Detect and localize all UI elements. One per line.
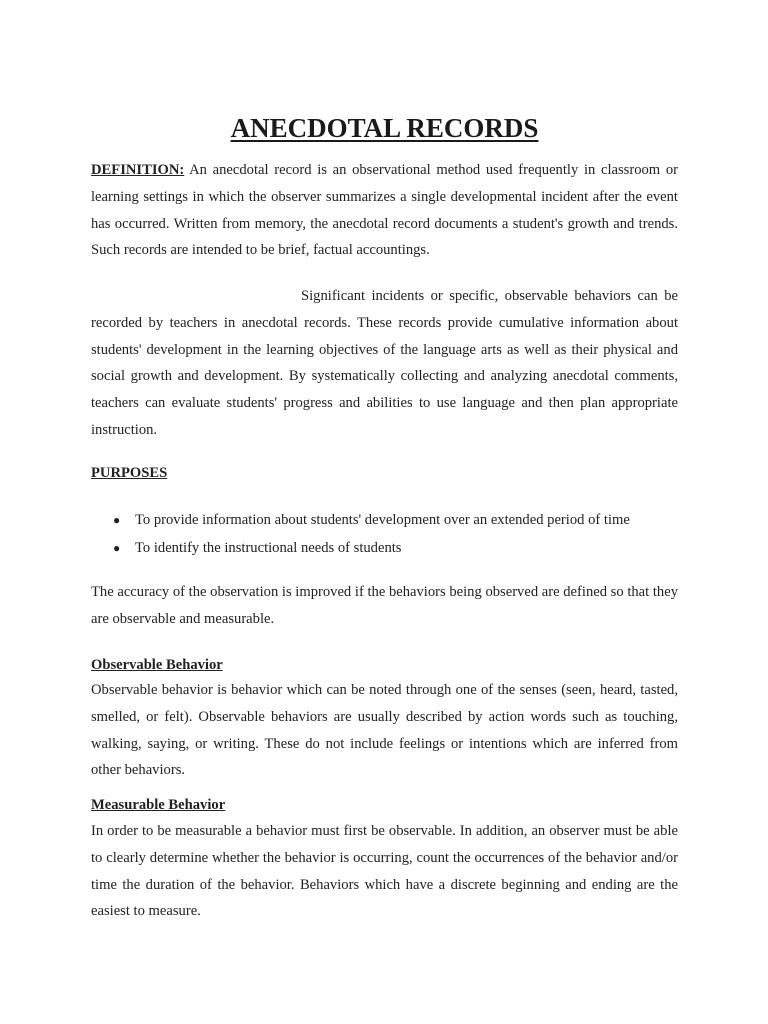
measurable-paragraph: In order to be measurable a behavior must first be observable. In addition, an observer must be able to clearly determine whether the behavior is occurring, count the occurrences of the behavior and/or time the duration of the behavior. Behaviors which have a discrete beginning and ending are the easiest to measure. xyxy=(91,823,678,920)
list-item xyxy=(91,507,678,535)
purposes-list xyxy=(91,507,678,562)
page-title: ANECDOTAL RECORDS xyxy=(230,113,539,144)
measurable-heading: Measurable Behavior xyxy=(91,797,226,813)
observable-heading: Observable Behavior xyxy=(91,657,223,673)
significance-paragraph xyxy=(91,283,678,444)
list-item-text: To identify the instructional needs of students xyxy=(135,539,402,556)
purposes-heading: PURPOSES xyxy=(91,465,168,481)
bullet-icon: ● xyxy=(113,513,121,527)
definition-label: DEFINITION: xyxy=(91,162,185,178)
definition-paragraph xyxy=(91,157,678,264)
definition-text: An anecdotal record is an observational method used frequently in classroom or learning settings in which the observer summarizes a single developmental incident after the event has occurred. Written from memory, the anecdotal record documents a student's growth and trends. Such records are intended to be brief, factual accountings. xyxy=(91,162,678,259)
significance-text: Significant incidents or specific, observable behaviors can be recorded by teachers in anecdotal records. These records provide cumulative information about students' development in the learning objectives of the language arts as well as their physical and social growth and development. By systematically collecting and analyzing anecdotal comments, teachers can evaluate students' progress and abilities to use language and then plan appropriate instruction. xyxy=(91,288,678,438)
accuracy-paragraph: The accuracy of the observation is improved if the behaviors being observed are defined so that they are observable and measurable. xyxy=(91,584,678,627)
list-item xyxy=(91,535,678,563)
bullet-icon: ● xyxy=(113,540,121,555)
observable-paragraph: Observable behavior is behavior which can be noted through one of the senses (seen, heard, tasted, smelled, or felt). Observable behaviors are usually described by action words such as touching, walking, saying, or writing. These do not include feelings or intentions which are inferred from other behaviors. xyxy=(91,682,678,779)
list-item-text: To provide information about students' development over an extended period of time xyxy=(135,512,630,528)
